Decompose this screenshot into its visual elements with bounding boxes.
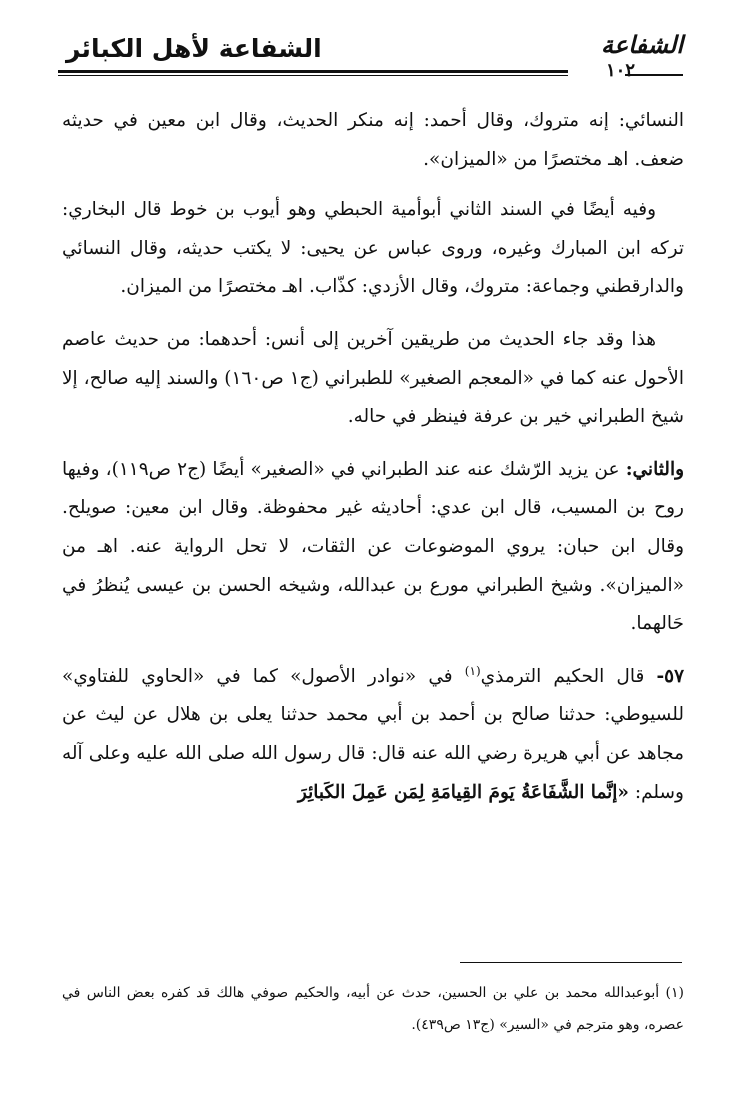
header-thick-rule (58, 70, 568, 73)
header-thin-rule (58, 75, 568, 76)
paragraph-5-text-a: قال الحكيم الترمذي (480, 665, 645, 687)
main-text (62, 102, 684, 826)
header-logo: الشفاعة (600, 30, 683, 59)
header-short-rule (625, 74, 683, 76)
hadith-number: ٥٧- (656, 665, 685, 687)
footnotes (62, 977, 684, 1041)
paragraph-4-text: عن يزيد الرّشك عنه عند الطبراني في «الصغير» أيضًا (ج٢ ص١١٩)، وفيها روح بن المسيب، قال ابن عدي: أحاديثه غير محفوظة. وقال ابن معين: صويلح. وقال ابن حبان: يروي الموضوعات عن الثقات، لا تحل الرواية عنه. اهـ من «الميزان». وشيخ الطبراني مورع بن عبدالله، وشيخه الحسن بن عيسى يُنظرُ في حَالهما. (62, 458, 684, 635)
second-route-label: والثاني: (625, 458, 685, 480)
paragraph-4 (62, 451, 684, 644)
paragraph-5 (62, 658, 684, 812)
paragraph-3: هذا وقد جاء الحديث من طريقين آخرين إلى أنس: أحدهما: من حديث عاصم الأحول عنه كما في «المعجم الصغير» للطبراني (ج١ ص١٦٠) والسند إليه صالح، إلا شيخ الطبراني خير بن عرفة فينظر في حاله. (62, 328, 685, 428)
footnote-1: (١) أبوعبدالله محمد بن علي بن الحسين، حدث عن أبيه، والحكيم صوفي هالك قد كفره بعض الناس في عصره، وهو مترجم في «السير» (ج١٣ ص٤٣٩). (62, 985, 684, 1033)
book-title: الشفاعة لأهل الكبائر (66, 34, 322, 63)
footnote-reference: (١) (464, 663, 481, 678)
paragraph-5-text-b: في «نوادر الأصول» كما في «الحاوي للفتاوي» للسيوطي: حدثنا صالح بن أحمد بن أبي محمد حدثنا يعلى بن هلال عن ليث عن مجاهد عن أبي هريرة رضي الله عنه قال: قال رسول الله صلى الله عليه وعلى آله وسلم: (62, 665, 684, 803)
paragraph-1: النسائي: إنه متروك، وقال أحمد: إنه منكر الحديث، وقال ابن معين في حديثه ضعف. اهـ مختصرًا من «الميزان». (62, 110, 684, 170)
page-number: ١٠٢ (605, 60, 635, 81)
paragraph-2: وفيه أيضًا في السند الثاني أبوأمية الحبطي وهو أيوب بن خوط قال البخاري: تركه ابن المبارك وغيره، وروى عباس عن يحيى: لا يكتب حديثه، وقال النسائي والدارقطني وجماعة: متروك، وقال الأزدي: كذّاب. اهـ مختصرًا من الميزان. (62, 199, 684, 298)
running-head (58, 30, 683, 80)
footnote-separator (460, 962, 682, 963)
hadith-text: «إنَّما الشَّفَاعَةُ يَومَ القِيامَةِ لِمَن عَمِلَ الكَبائِرَ (297, 781, 629, 803)
